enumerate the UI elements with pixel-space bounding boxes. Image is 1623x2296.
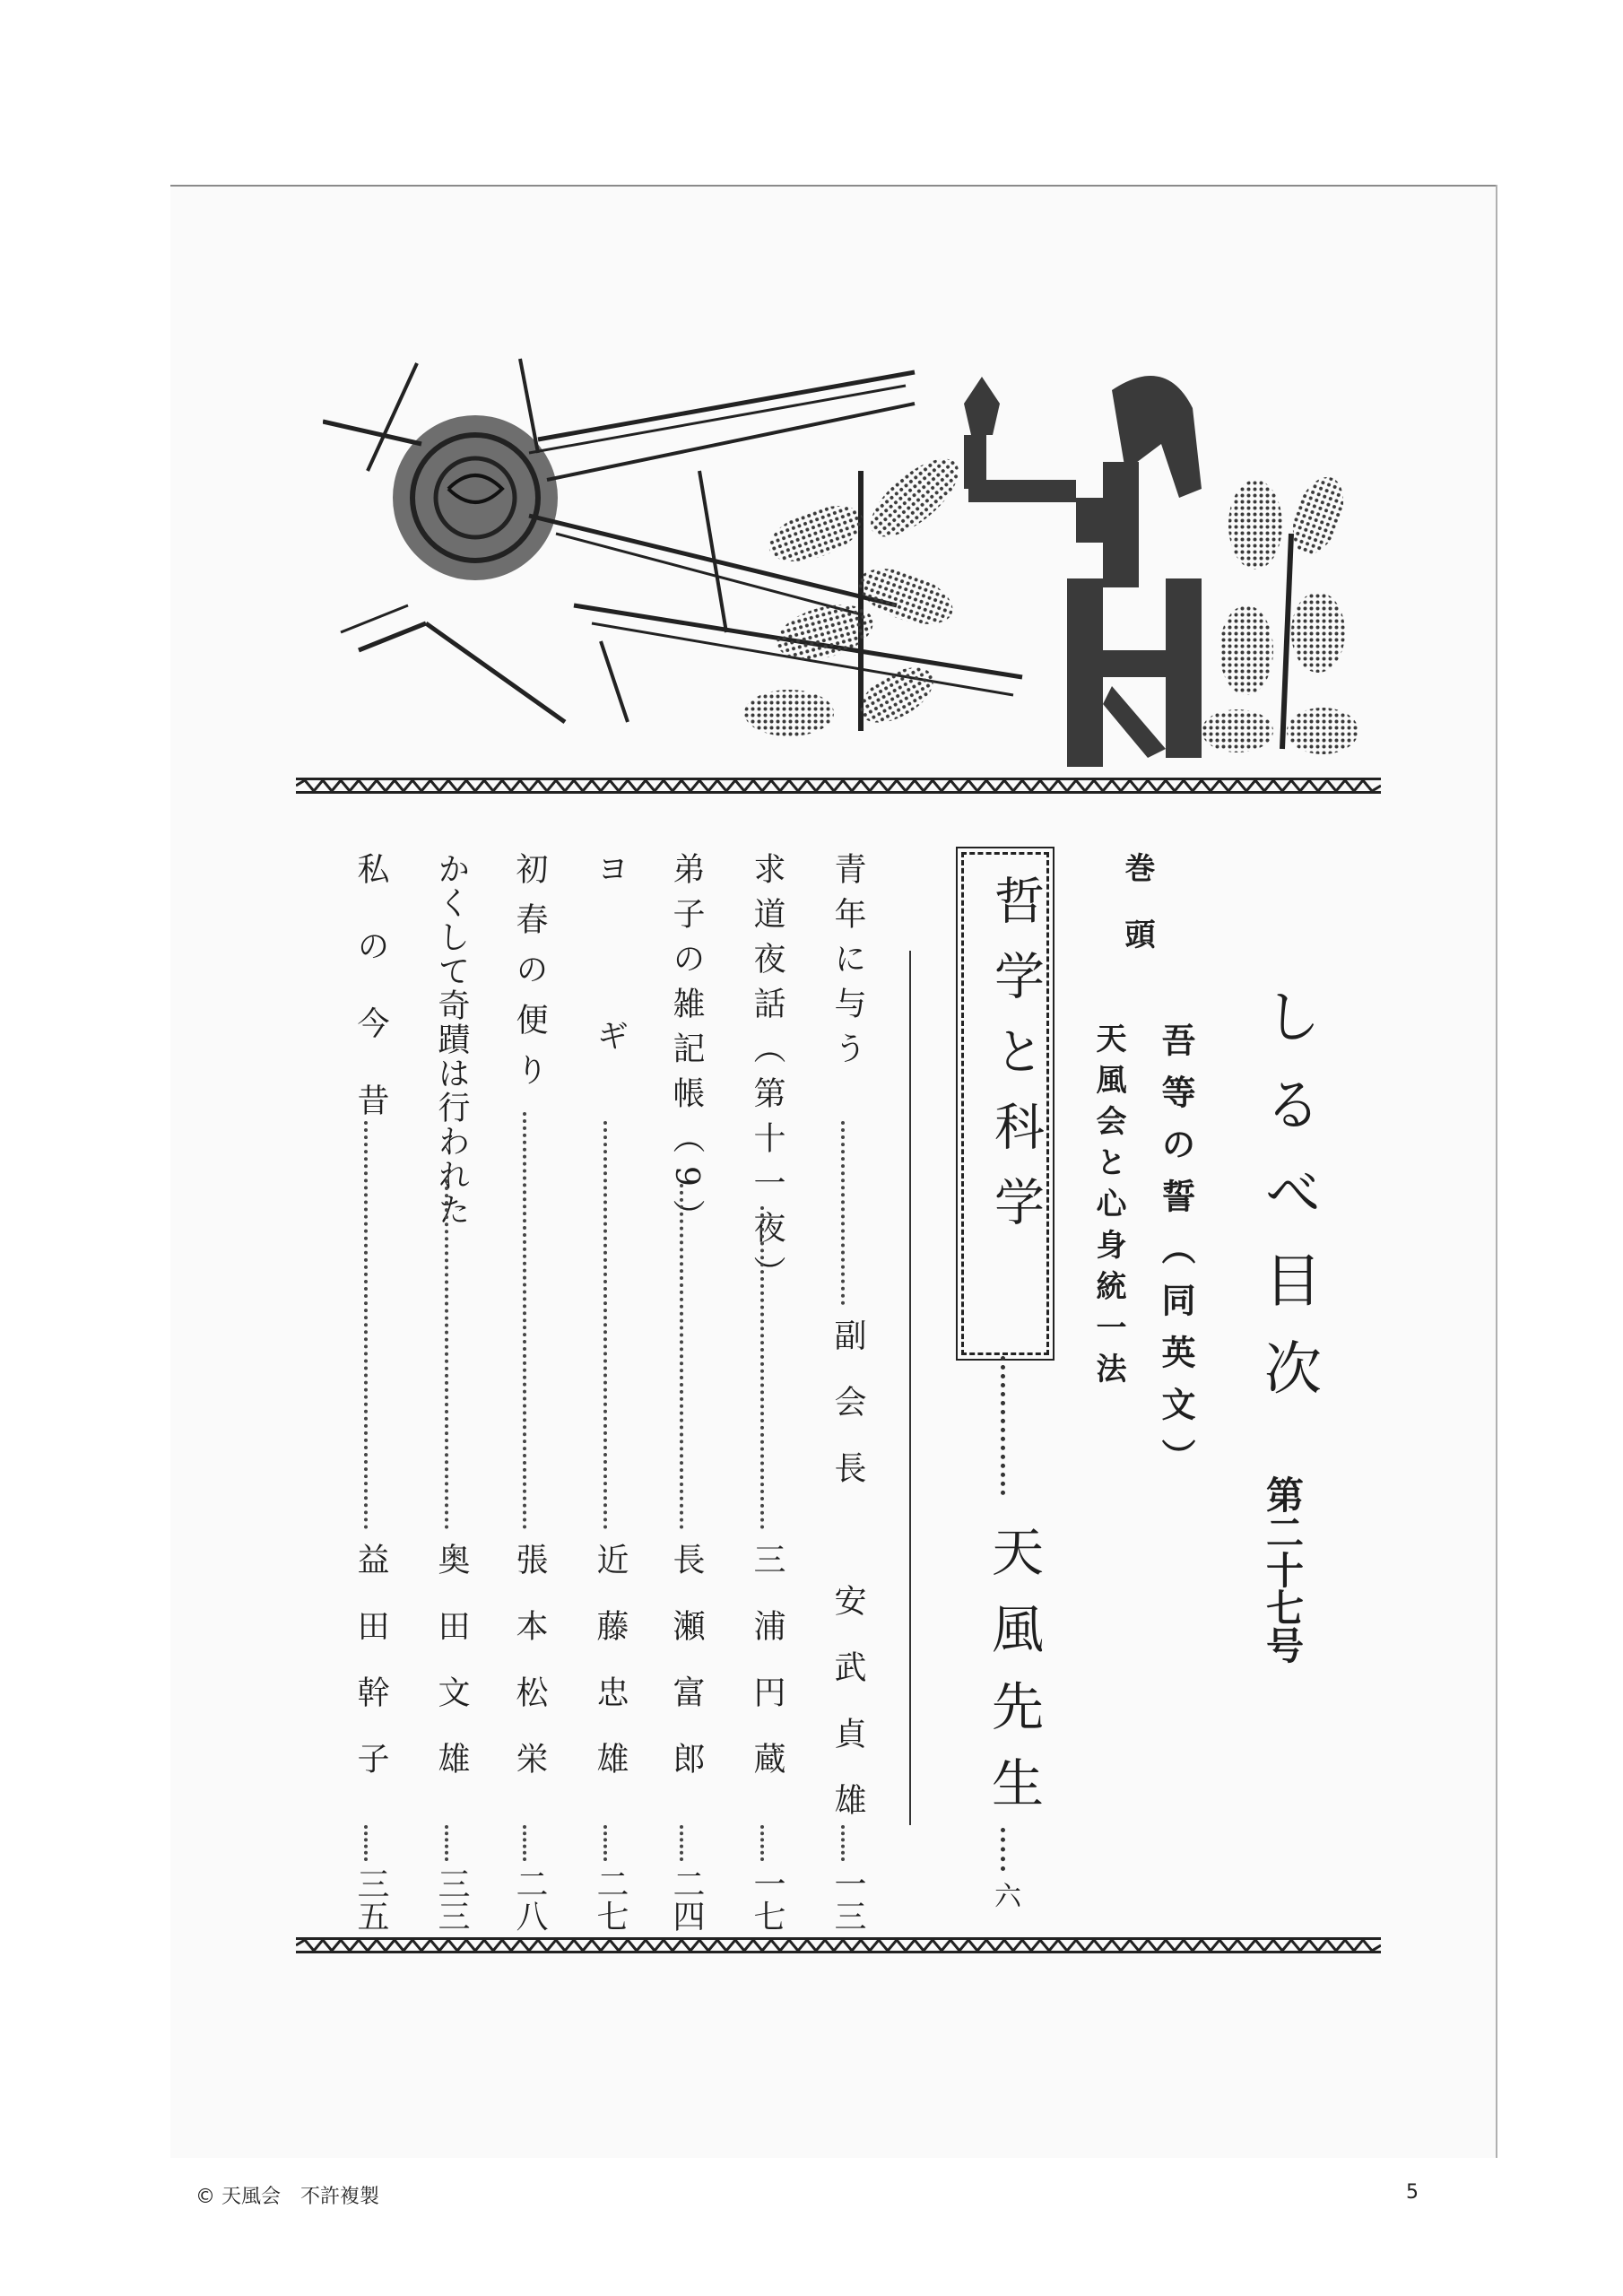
top-rule <box>170 185 1497 187</box>
toc-leader-dots <box>364 1121 368 1529</box>
feature-title[interactable]: 哲学と科学 <box>986 874 1045 1251</box>
toc-leader-dots <box>603 1121 607 1529</box>
toc-leader-dots <box>841 1121 845 1305</box>
toc-title[interactable]: 青年に与う <box>829 852 866 1076</box>
column-separator <box>909 951 911 1825</box>
feature-page-leader-dots <box>1001 1828 1005 1871</box>
figure-drawing <box>964 376 1202 767</box>
toc-author: 副会長 安武貞雄 <box>829 1318 866 1849</box>
issue-number: 第二十七号 <box>1261 1475 1305 1664</box>
toc-author: 張本松栄 <box>511 1543 548 1808</box>
toc-title[interactable]: 弟子の雑記帳（9） <box>668 852 705 1244</box>
toc-title[interactable]: 初春の便り <box>511 852 548 1103</box>
bottom-decorative-border <box>296 1935 1381 1955</box>
magazine-title: しるべ目次 <box>1254 987 1321 1426</box>
toc-page-number: 一三 <box>829 1867 866 1932</box>
toc-title[interactable]: ヨギ <box>592 852 629 1186</box>
page-number: 5 <box>1406 2181 1419 2204</box>
toc-page-number: 三五 <box>352 1867 389 1932</box>
toc-author: 長瀬富郎 <box>668 1543 705 1808</box>
toc-page-number: 二四 <box>668 1867 705 1932</box>
lead-label: 巻頭 <box>1119 852 1155 985</box>
toc-title[interactable]: 求道夜話（第十一夜） <box>749 852 785 1300</box>
toc-page-leader-dots <box>760 1825 764 1861</box>
toc-author: 三浦円蔵 <box>749 1543 785 1808</box>
lead-item-method[interactable]: 天風会と心身統一法 <box>1090 1022 1126 1394</box>
toc-title[interactable]: 私の今昔 <box>352 852 389 1161</box>
side-rule <box>1496 185 1497 2158</box>
toc-page-number: 一七 <box>749 1867 785 1932</box>
top-decorative-border <box>296 776 1381 796</box>
toc-leader-dots <box>523 1112 526 1529</box>
feature-author: 天風先生 <box>983 1525 1044 1833</box>
toc-author: 近藤忠雄 <box>592 1543 629 1808</box>
toc-page-leader-dots <box>841 1825 845 1861</box>
toc-leader-dots <box>445 1179 448 1529</box>
toc-page-leader-dots <box>603 1825 607 1861</box>
header-illustration <box>323 354 1363 780</box>
toc-page-number: 三三 <box>433 1867 470 1932</box>
lead-item-pledge[interactable]: 吾等の誓（同英文） <box>1156 1022 1195 1491</box>
feature-leader-dots <box>1001 1356 1005 1495</box>
toc-page-leader-dots <box>523 1825 526 1861</box>
toc-author: 奥田文雄 <box>433 1543 470 1808</box>
toc-leader-dots <box>760 1206 764 1529</box>
toc-page-leader-dots <box>680 1825 683 1861</box>
toc-page-leader-dots <box>364 1825 368 1861</box>
copyright-notice: © 天風会 不許複製 <box>195 2186 379 2208</box>
toc-page-leader-dots <box>445 1825 448 1861</box>
toc-page-number: 二七 <box>592 1867 629 1932</box>
feature-page-number: 六 <box>989 1882 1020 1909</box>
toc-leader-dots <box>680 1184 683 1529</box>
toc-page-number: 二八 <box>511 1867 548 1932</box>
toc-author: 益田幹子 <box>352 1543 389 1808</box>
toc-title[interactable]: かくして奇蹟は行われた <box>433 852 470 1227</box>
